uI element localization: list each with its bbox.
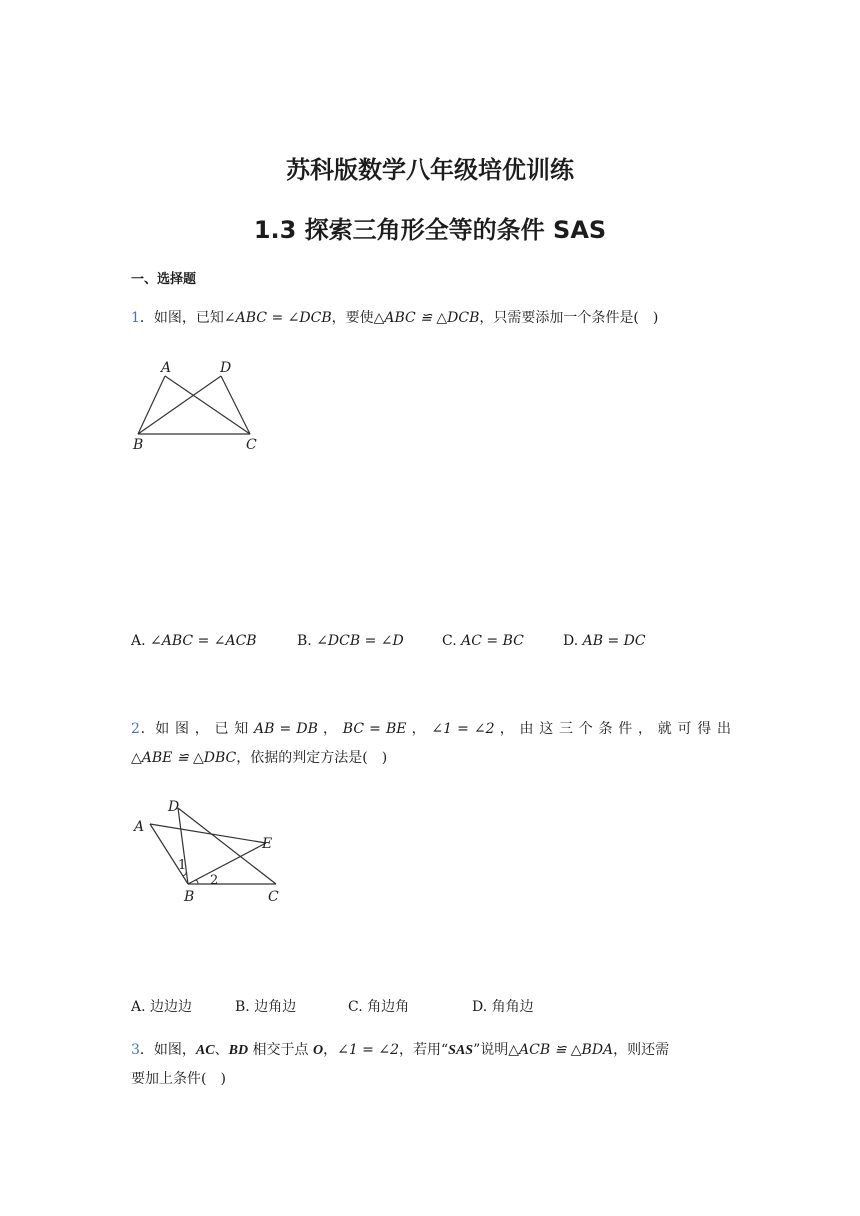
figure-q2-triangles xyxy=(130,794,290,906)
question-text: ，要使 xyxy=(331,310,374,326)
option-letter: C. xyxy=(442,633,457,649)
point-label: B xyxy=(133,437,144,453)
math-bold: AC xyxy=(195,1043,215,1058)
math-expression: △ACB ≌ △BDA xyxy=(508,1042,614,1058)
option-text: 角边角 xyxy=(367,999,410,1015)
question-text: ．如图， xyxy=(139,1042,196,1058)
option-letter: B. xyxy=(235,999,250,1015)
page-title: 苏科版数学八年级培优训练 xyxy=(286,156,574,184)
option-a[interactable] xyxy=(131,996,192,1016)
option-b[interactable] xyxy=(235,996,296,1016)
math-expression: △ABE ≌ △DBC xyxy=(131,750,237,766)
math-expression: ∠ABC = ∠DCB xyxy=(223,310,332,326)
question-1 xyxy=(131,308,658,328)
question-text: 相交于点 xyxy=(248,1042,313,1058)
question-text: ， 由 这 三 个 条 件 ， 就 可 得 出 xyxy=(499,721,732,737)
question-text: ”说明 xyxy=(473,1042,509,1058)
point-label: D xyxy=(168,799,180,815)
point-label: E xyxy=(262,836,273,852)
angle-label: 1 xyxy=(178,858,187,873)
option-letter: D. xyxy=(472,999,488,1015)
question-2-line-1 xyxy=(131,719,731,739)
point-label: A xyxy=(134,819,145,835)
option-d[interactable] xyxy=(472,996,534,1016)
page-subtitle: 1.3 探索三角形全等的条件 SAS xyxy=(253,216,607,244)
math-expression: ∠1 = ∠2 xyxy=(337,1042,399,1058)
question-number: 2 xyxy=(131,721,140,737)
option-letter: A. xyxy=(131,633,146,649)
question-number: 1 xyxy=(131,310,140,326)
question-text: ， xyxy=(323,1042,338,1058)
question-text: ， xyxy=(411,721,427,737)
option-letter: D. xyxy=(563,633,579,649)
option-b[interactable] xyxy=(297,633,404,649)
point-label: C xyxy=(246,437,257,453)
math-bold: BD xyxy=(228,1043,249,1058)
option-a[interactable] xyxy=(131,633,257,649)
option-text: 角角边 xyxy=(491,999,534,1015)
option-letter: A. xyxy=(131,999,146,1015)
section-heading: 一、选择题 xyxy=(131,272,197,287)
option-text: AB = DC xyxy=(582,633,646,649)
option-text: ∠DCB = ∠D xyxy=(316,633,404,649)
point-label: A xyxy=(161,360,172,376)
question-text: ，若用“ xyxy=(399,1042,449,1058)
option-letter: C. xyxy=(348,999,363,1015)
option-text: 边边边 xyxy=(150,999,193,1015)
point-label: C xyxy=(268,889,279,905)
option-letter: B. xyxy=(297,633,312,649)
option-d[interactable] xyxy=(563,633,646,649)
question-text: ．如 图 ， 已 知 xyxy=(139,721,249,737)
question-2-line-2 xyxy=(131,748,387,768)
question-text: ， xyxy=(323,721,338,737)
option-c[interactable] xyxy=(442,633,524,649)
question-3-line-2: 要加上条件( ) xyxy=(131,1071,226,1087)
point-label: B xyxy=(184,889,195,905)
math-bold: O xyxy=(312,1043,324,1058)
question-text: ，依据的判定方法是( ) xyxy=(236,750,388,766)
question-3-line-1 xyxy=(131,1040,669,1061)
question-text: ，则还需 xyxy=(613,1042,670,1058)
math-expression: △ABC ≌ △DCB xyxy=(373,310,480,326)
option-text: AC = BC xyxy=(461,633,524,649)
question-text: ．如图，已知 xyxy=(139,310,224,326)
math-expression: AB = DB xyxy=(254,721,318,737)
math-expression: ∠1 = ∠2 xyxy=(431,721,495,737)
question-text: ，只需要添加一个条件是( ) xyxy=(479,310,659,326)
math-expression: BC = BE xyxy=(342,721,407,737)
figure-q1-triangles xyxy=(128,356,268,456)
angle-label: 2 xyxy=(210,873,219,888)
question-text: 、 xyxy=(214,1042,229,1058)
option-text: ∠ABC = ∠ACB xyxy=(150,633,257,649)
point-label: D xyxy=(220,360,232,376)
question-number: 3 xyxy=(131,1042,140,1058)
option-text: 边角边 xyxy=(254,999,297,1015)
option-c[interactable] xyxy=(348,996,409,1016)
math-bold: SAS xyxy=(448,1043,474,1058)
